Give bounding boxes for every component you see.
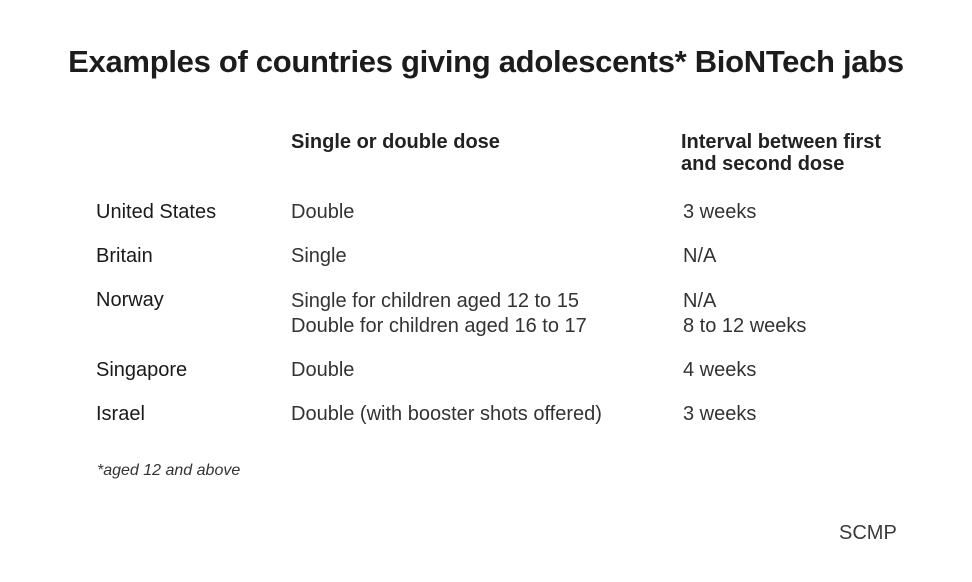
interval-cell	[683, 402, 756, 427]
interval-line: N/A	[683, 290, 717, 312]
dose-cell	[291, 358, 354, 383]
interval-line: 3 weeks	[683, 403, 757, 425]
interval-line: 8 to 12 weeks	[683, 315, 807, 337]
interval-cell	[683, 358, 756, 383]
dose-line: Single	[291, 245, 347, 267]
source-credit: SCMP	[839, 522, 897, 544]
dose-line: Single for children aged 12 to 15	[291, 290, 579, 312]
interval-line: 4 weeks	[683, 359, 757, 381]
dose-line: Double for children aged 16 to 17	[291, 315, 587, 337]
interval-cell	[683, 244, 716, 269]
dose-line: Double (with booster shots offered)	[291, 403, 602, 425]
country-cell: Israel	[96, 403, 145, 425]
column-header-interval-line1: Interval between first	[681, 131, 882, 153]
interval-cell	[683, 289, 806, 339]
dose-cell	[291, 200, 354, 225]
dose-line: Double	[291, 201, 355, 223]
country-cell: Britain	[96, 245, 153, 267]
column-header-interval-line2: and second dose	[681, 153, 845, 175]
chart-title: Examples of countries giving adolescents* BioNTech jabs	[68, 44, 904, 79]
dose-cell	[291, 402, 602, 427]
interval-cell	[683, 200, 756, 225]
dose-cell	[291, 244, 347, 269]
interval-line: N/A	[683, 245, 717, 267]
column-header-dose: Single or double dose	[291, 131, 500, 153]
footnote: *aged 12 and above	[97, 462, 241, 479]
country-cell: United States	[96, 201, 217, 223]
interval-line: 3 weeks	[683, 201, 757, 223]
country-cell: Norway	[96, 289, 164, 311]
dose-cell	[291, 289, 587, 339]
country-cell: Singapore	[96, 359, 188, 381]
column-header-interval	[681, 131, 941, 175]
dose-line: Double	[291, 359, 355, 381]
